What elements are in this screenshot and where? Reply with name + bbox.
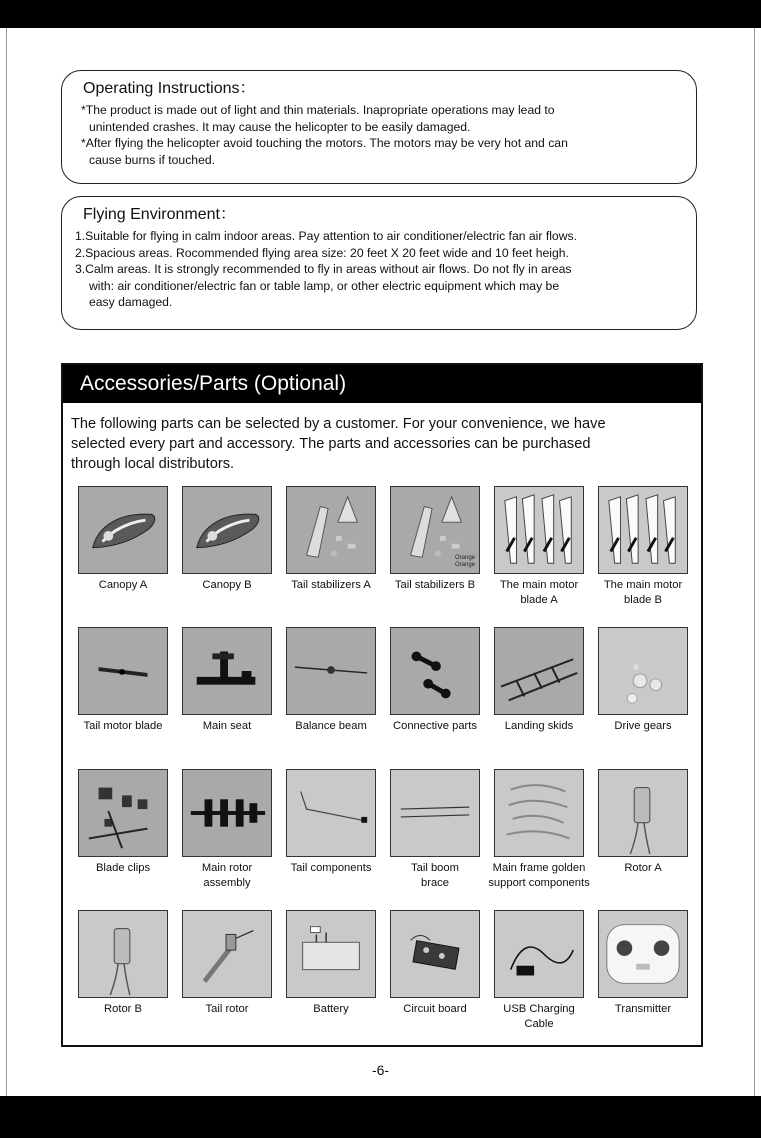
accessories-title: Accessories/Parts (Optional) [63,365,701,403]
part-label-line: Main seat [202,720,252,732]
part-label [279,1002,383,1017]
part-label [487,719,591,734]
part-label [383,861,487,891]
intro-line: selected every part and accessory. The parts and accessories can be purchased [71,436,591,452]
part-item [383,627,487,734]
operating-line: *The product is made out of light and thin materials. Inapropriate operations may lead to [81,103,555,117]
operating-line: unintended crashes. It may cause the helicopter to be easily damaged. [89,119,471,134]
part-label-line: Rotor A [624,862,662,874]
bottom-black-bar [0,1096,761,1138]
part-label [591,861,695,876]
part-item [175,627,279,734]
part-label-line: Main frame golden [492,862,586,874]
part-item [487,910,591,1032]
flying-line: 2.Spacious areas. Rocommended flying area size: 20 feet X 20 feet wide and 10 feet heigh. [75,245,569,260]
usb-cable-icon [494,910,584,998]
part-label-line: Rotor B [104,1003,142,1015]
part-label-line: Main rotor [201,862,253,874]
part-label [591,719,695,734]
part-label-line: Landing skids [504,720,574,732]
main-blade-icon [598,486,688,574]
part-item [71,910,175,1017]
tail-stabilizer-icon [286,486,376,574]
accessories-intro [71,414,696,474]
part-label-line: Tail stabilizers B [394,579,476,591]
part-label-line: Blade clips [95,862,151,874]
part-item [71,769,175,876]
part-inner-label: Orange Orange [454,555,475,568]
part-label-line: Tail stabilizers A [291,579,371,591]
part-item [591,627,695,734]
transmitter-icon [598,910,688,998]
part-item [591,769,695,876]
tail-blade-icon [78,627,168,715]
part-label-line: The main motor [603,579,683,591]
part-label [279,719,383,734]
flying-line: 3.Calm areas. It is strongly recommended to fly in areas without air flows. Do not fly in areas [75,262,572,276]
flying-environment-box [61,196,697,330]
part-label-line: Tail motor blade [83,720,163,732]
part-item [175,769,279,891]
motor-icon [598,769,688,857]
part-label-line: Canopy B [202,579,252,591]
intro-line: The following parts can be selected by a customer. For your convenience, we have [71,416,606,432]
part-label [279,861,383,876]
part-item [591,910,695,1017]
part-label-line: Circuit board [403,1003,467,1015]
battery-icon [286,910,376,998]
part-label-line: brace [421,877,449,889]
balance-beam-icon [286,627,376,715]
part-label [175,861,279,891]
tail-rotor-icon [182,910,272,998]
operating-line: *After flying the helicopter avoid touching the motors. The motors may be very hot and can [81,136,568,150]
part-label-line: USB Charging [503,1003,575,1015]
intro-line: through local distributors. [71,456,235,472]
part-label-line: assembly [203,877,251,889]
main-seat-icon [182,627,272,715]
part-item [383,910,487,1017]
part-item [383,486,487,593]
rotor-assembly-icon [182,769,272,857]
part-label [383,1002,487,1017]
part-item [383,769,487,891]
part-label [383,719,487,734]
part-label-line: Tail rotor [205,1003,249,1015]
frame-support-icon [494,769,584,857]
accessories-section [61,363,703,1047]
part-item [279,769,383,876]
part-label [279,578,383,593]
part-label [487,861,591,891]
blade-clips-icon [78,769,168,857]
part-label-line: Tail components [290,862,372,874]
part-label-line: The main motor [499,579,579,591]
canopy-icon [182,486,272,574]
part-item [279,486,383,593]
part-label-line: Transmitter [614,1003,672,1015]
connective-parts-icon [390,627,480,715]
part-label-line: Tail boom [411,862,459,874]
operating-line: cause burns if touched. [89,152,216,167]
operating-instructions-box [61,70,697,184]
part-label-line: Cable [524,1018,554,1030]
part-label [383,578,487,593]
page-number: -6- [371,1062,390,1078]
part-label-line: blade A [520,594,558,606]
circuit-board-icon [390,910,480,998]
canopy-icon [78,486,168,574]
part-item [175,486,279,593]
landing-skids-icon [494,627,584,715]
main-blade-icon [494,486,584,574]
part-label [71,861,175,876]
part-item [71,627,175,734]
part-label [487,578,591,608]
part-item [487,627,591,734]
part-item [487,486,591,608]
part-label [591,578,695,608]
part-label [487,1002,591,1032]
tail-stabilizer-icon [390,486,480,574]
right-page-edge [754,28,755,1096]
part-label-line: Balance beam [295,720,367,732]
left-page-edge [6,28,7,1096]
tail-boom-brace-icon [390,769,480,857]
part-label-line: blade B [624,594,662,606]
operating-instructions-heading: Operating Instructions： [83,80,256,97]
top-black-bar [0,0,761,28]
part-item [279,910,383,1017]
part-label-line: Canopy A [98,579,148,591]
part-label-line: Drive gears [614,720,672,732]
part-label [175,1002,279,1017]
flying-line: 1.Suitable for flying in calm indoor areas. Pay attention to air conditioner/electric fan air flows. [75,229,577,243]
tail-components-icon [286,769,376,857]
flying-line: easy damaged. [89,295,173,309]
part-label-line: Connective parts [393,720,477,732]
part-label [71,578,175,593]
part-label [71,719,175,734]
part-item [279,627,383,734]
part-label-line: Battery [313,1003,349,1015]
part-item [175,910,279,1017]
part-label [71,1002,175,1017]
part-item [487,769,591,891]
part-label-line: support components [488,877,590,889]
part-item [591,486,695,608]
part-item [71,486,175,593]
drive-gears-icon [598,627,688,715]
part-label [591,1002,695,1017]
flying-line: with: air conditioner/electric fan or table lamp, or other electric equipment which may be [89,278,560,293]
part-label [175,719,279,734]
motor-icon [78,910,168,998]
part-label [175,578,279,593]
flying-environment-heading: Flying Environment： [83,206,236,223]
